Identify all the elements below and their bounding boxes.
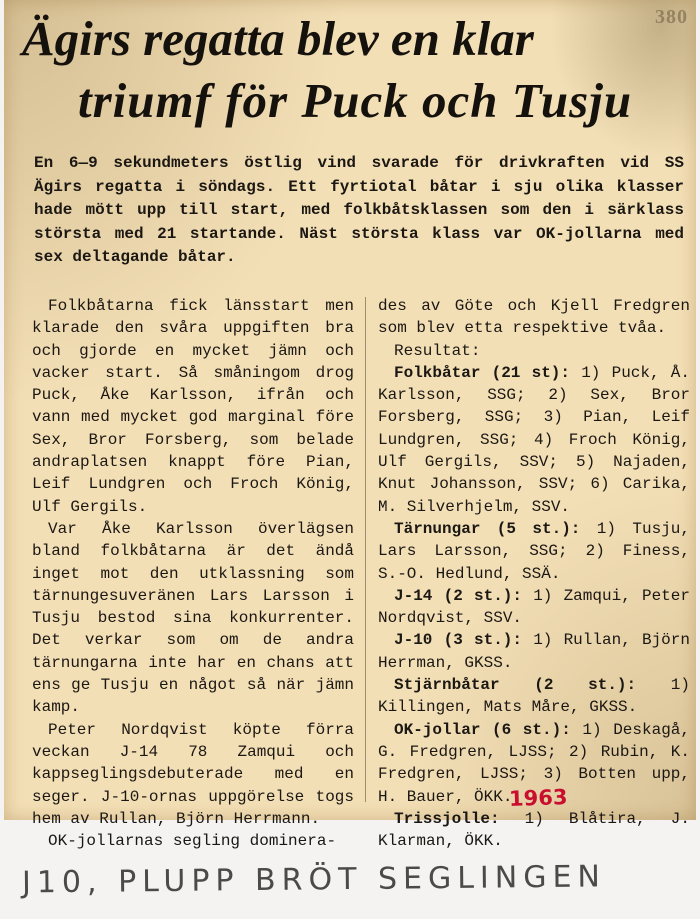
result-class: Stjärnbåtar (2 st.):	[394, 676, 637, 695]
result-class: Folkbåtar (21 st):	[394, 363, 571, 382]
right-column	[378, 295, 690, 852]
column-divider	[365, 297, 366, 802]
result-entry	[378, 808, 690, 853]
corner-mark: 380	[655, 6, 688, 28]
result-entry	[378, 518, 690, 585]
newspaper-clipping	[4, 0, 696, 851]
left-paragraph-2: Var Åke Karlsson överlägsen bland folkbåtarna är det ändå inget mot den utklassning som tärnungesuveränen Lars Larsson i Tusju bestod sina konkurrenter. Det verkar som om de andra tärnungarna inte har en chans att ens ge Tusju en något så när jämn kamp.	[32, 519, 354, 717]
left-paragraph-4: OK-jollarnas segling dominera-	[48, 832, 337, 851]
left-paragraph-1: Folkbåtarna fick länsstart men klarade den svåra uppgiften bra och gjorde en mycket jämn och vacker start. Så småningom drog Puck, Åke Karlsson, ifrån och vann med mycket god marginal före Sex, Bror Forsberg, som belade andraplatsen knappt före Pian, Leif Lundgren och Froch König, Ulf Gergils.	[32, 297, 354, 516]
result-entry	[378, 674, 690, 719]
right-continuation: des av Göte och Kjell Fredgren som blev etta respektive tvåa.	[378, 297, 690, 338]
left-column	[32, 295, 354, 852]
result-text: 1) Blåtira, J. Klarman, ÖKK.	[378, 809, 690, 851]
result-text: 1) Killingen, Mats Måre, GKSS.	[378, 676, 690, 717]
result-text: 1) Tusju, Lars Larsson, SSG; 2) Finess, S.-O. Hedlund, SSÄ.	[378, 519, 690, 583]
result-class: J-10 (3 st.):	[394, 631, 522, 650]
result-entry	[378, 585, 690, 630]
headline	[18, 8, 688, 132]
result-entry	[378, 362, 690, 518]
result-text: 1) Deskagå, G. Fredgren, LJSS; 2) Rubin, K. Fredgren, LJSS; 3) Botten upp, H. Bauer, ÖKK.	[378, 720, 691, 806]
year-annotation: 1963	[508, 784, 568, 812]
result-text: 1) Puck, Å. Karlsson, SSG; 2) Sex, Bror Forsberg, SSG; 3) Pian, Leif Lundgren, SSG; 4) Froch König, Ulf Gergils, SSV; 5) Najaden, Knut Johansson, SSV; 6) Carika, M. Silverhjelm, SSV.	[378, 363, 691, 516]
result-entry	[378, 629, 690, 674]
result-class: Trissjolle:	[394, 809, 500, 828]
handwritten-note: J10, PLUPP BRÖT SEGLINGEN	[21, 859, 607, 901]
result-text: 1) Rullan, Björn Herrman, GKSS.	[378, 631, 690, 672]
result-class: J-14 (2 st.):	[394, 586, 522, 605]
result-text: 1) Zamqui, Peter Nordqvist, SSV.	[378, 586, 690, 628]
left-paragraph-3: Peter Nordqvist köpte förra veckan J-14 78 Zamqui och kappseglingsdebuterade med en seger. J-10-ornas uppgörelse togs hem av Rullan, Björn Herrmann.	[32, 720, 354, 828]
result-class: Tärnungar (5 st.):	[394, 519, 581, 538]
headline-line-1: Ägirs regatta blev en klar	[22, 11, 534, 66]
lead-paragraph: En 6—9 sekundmeters östlig vind svarade för drivkraften vid SS Ägirs regatta i söndags. Ett fyrtiotal båtar i sju olika klasser hade mött upp till start, med folkbåtsklassen som den i särklass största med 21 startande. Näst största klass var OK-jollarna med sex deltagande båtar.	[34, 154, 684, 266]
headline-line-2: triumf för Puck och Tusju	[78, 73, 633, 128]
results-heading: Resultat:	[394, 341, 481, 360]
result-class: OK-jollar (6 st.):	[394, 720, 571, 739]
